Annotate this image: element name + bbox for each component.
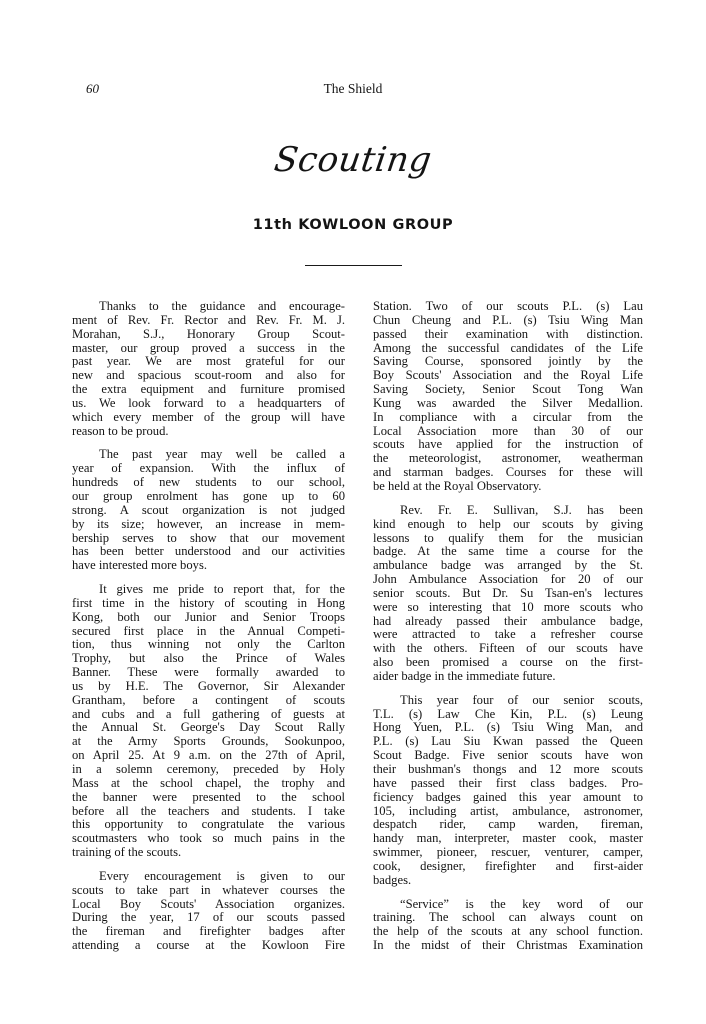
text-line: at the Army Sports Grounds, Sookunpoo, bbox=[72, 734, 345, 749]
text-line: have passed their first class badges. Pro- bbox=[373, 775, 643, 790]
paragraph bbox=[373, 898, 643, 953]
paragraph bbox=[72, 300, 345, 438]
text-line: Morahan, S.J., Honorary Group Scout- bbox=[72, 326, 345, 341]
text-line: were so interesting that 10 more scouts who bbox=[373, 599, 643, 614]
text-line: Local Boy Scouts' Association organizes. bbox=[72, 896, 345, 911]
text-line: the help of the scouts at any school function. bbox=[373, 924, 643, 939]
text-line: first time in the history of scouting in Hong bbox=[72, 595, 345, 610]
text-line: John Ambulance Association for 20 of our bbox=[373, 572, 643, 587]
text-line: Boy Scouts' Association and the Royal Life bbox=[373, 368, 643, 383]
text-line: Hong Yuen, P.L. (s) Tsiu Wing Man, and bbox=[373, 720, 643, 735]
text-line: scouts to take part in whatever courses the bbox=[72, 882, 345, 897]
text-line: has been better understood and our activities bbox=[72, 544, 345, 559]
right-column bbox=[373, 300, 643, 963]
text-line: ficiency badges gained this year amount to bbox=[373, 789, 643, 804]
text-line: with the others. Fifteen of our scouts have bbox=[373, 641, 643, 656]
text-line: scouts have applied for the instruction of bbox=[373, 437, 643, 452]
text-line: the fireman and firefighter badges after bbox=[72, 924, 345, 939]
text-line: the banner were presented to the school bbox=[72, 789, 345, 804]
text-line: in a solemn ceremony, preceded by Holy bbox=[72, 762, 345, 776]
text-line: and cubs and a full gathering of guests at bbox=[72, 706, 345, 721]
text-line: It gives me pride to report that, for the bbox=[99, 582, 345, 597]
text-line: ambulance badge was arranged by the St. bbox=[373, 558, 643, 573]
text-line: T.L. (s) Law Che Kin, P.L. (s) Leung bbox=[373, 706, 643, 721]
text-line: before all the teachers and students. I take bbox=[72, 803, 345, 818]
text-line: Trophy, but also the Prince of Wales bbox=[72, 651, 345, 666]
paragraph bbox=[72, 448, 345, 573]
text-line: ment of Rev. Fr. Rector and Rev. Fr. M. J. bbox=[72, 312, 345, 327]
text-line: badge. At the same time a course for the bbox=[373, 544, 643, 559]
text-line: reason to be proud. bbox=[72, 423, 169, 438]
text-line: Grantham, before a contingent of scouts bbox=[72, 692, 345, 707]
text-line: secured first place in the Annual Competi- bbox=[72, 623, 345, 638]
text-line: attending a course at the Kowloon Fire bbox=[72, 938, 345, 953]
text-line: despatch rider, camp warden, fireman, bbox=[373, 817, 643, 832]
text-line: the meteorologist, astronomer, weatherman bbox=[373, 451, 643, 466]
text-line: the Annual St. George's Day Scout Rally bbox=[72, 720, 345, 735]
text-line: on April 25. At 9 a.m. on the 27th of April, bbox=[72, 748, 345, 763]
text-line: this opportunity to congratulate the various bbox=[72, 817, 345, 832]
text-line: past year. We are most grateful for our bbox=[72, 354, 345, 369]
text-line: Banner. These were formally awarded to bbox=[72, 665, 345, 680]
text-line: Local Association more than 30 of our bbox=[373, 423, 643, 438]
paragraph bbox=[373, 300, 643, 494]
text-line: During the year, 17 of our scouts passed bbox=[72, 910, 345, 925]
text-line: Saving Society, Senior Scout Tong Wan bbox=[373, 382, 643, 397]
article-subtitle: 11th KOWLOON GROUP bbox=[252, 217, 454, 233]
text-line: aider badge in the immediate future. bbox=[373, 668, 556, 683]
text-line: new and spacious scout-room and also for bbox=[72, 368, 345, 383]
text-line: badges. bbox=[373, 872, 412, 887]
text-line: and starman badges. Courses for these will bbox=[373, 465, 643, 480]
paragraph bbox=[72, 870, 345, 953]
text-line: strong. A scout organization is not judged bbox=[72, 502, 345, 517]
text-line: This year four of our senior scouts, bbox=[400, 692, 643, 707]
text-line: master, our group proved a success in the bbox=[72, 340, 345, 355]
paragraph bbox=[72, 583, 345, 860]
article-title: Scouting bbox=[271, 140, 435, 180]
text-line: be held at the Royal Observatory. bbox=[373, 478, 542, 493]
text-line: their bushman's thongs and 12 more scouts bbox=[373, 762, 643, 776]
text-line: training. The school can always count on bbox=[373, 910, 643, 925]
text-line: have interested more boys. bbox=[72, 558, 207, 573]
page-number: 60 bbox=[86, 81, 99, 96]
text-line: P.L. (s) Lau Siu Kwan passed the Queen bbox=[373, 734, 643, 749]
text-line: Kung was awarded the Silver Medallion. bbox=[373, 395, 643, 410]
text-line: Every encouragement is given to our bbox=[99, 868, 345, 883]
running-head: The Shield bbox=[323, 81, 383, 96]
text-line: The past year may well be called a bbox=[99, 447, 345, 462]
text-line: lessons to qualify them for the musician bbox=[373, 530, 643, 545]
text-line: Saving Course, sponsored jointly by the bbox=[373, 354, 643, 369]
text-line: “Service” is the key word of our bbox=[400, 896, 643, 911]
text-line: Among the successful candidates of the Life bbox=[373, 340, 643, 355]
text-line: Thanks to the guidance and encourage- bbox=[99, 299, 345, 313]
text-line: senior scouts. But Dr. Su Tsan-en's lectures bbox=[373, 585, 643, 600]
text-line: cook, designer, firefighter and first-aider bbox=[373, 858, 643, 873]
text-line: Station. Two of our scouts P.L. (s) Lau bbox=[373, 299, 643, 313]
text-line: handy man, interpreter, master cook, master bbox=[373, 831, 643, 846]
text-line: our group enrolment has gone up to 60 bbox=[72, 488, 345, 503]
text-line: tion, thus winning not only the Carlton bbox=[72, 637, 345, 652]
text-line: swimmer, pioneer, rescuer, venturer, camper, bbox=[373, 845, 643, 860]
title-divider bbox=[305, 265, 402, 266]
text-line: Rev. Fr. E. Sullivan, S.J. has been bbox=[400, 502, 643, 517]
text-line: In compliance with a circular from the bbox=[373, 409, 643, 424]
text-line: also been promised a course on the first- bbox=[373, 655, 643, 670]
text-line: Kong, both our Junior and Senior Troops bbox=[72, 609, 345, 624]
text-line: Mass at the school chapel, the trophy and bbox=[72, 775, 345, 790]
text-line: hundreds of new students to our school, bbox=[72, 475, 345, 490]
text-line: the extra equipment and furniture promised bbox=[72, 382, 345, 397]
text-line: were attracted to take a refresher course bbox=[373, 627, 643, 642]
text-line: by its size; however, an increase in mem- bbox=[72, 516, 345, 531]
text-line: us by H.E. The Governor, Sir Alexander bbox=[72, 678, 345, 693]
text-line: Scout Badge. Five senior scouts have won bbox=[373, 748, 643, 763]
text-line: passed their examination with distinction. bbox=[373, 326, 643, 341]
text-line: which every member of the group will have bbox=[72, 409, 345, 424]
left-column bbox=[72, 300, 345, 963]
paragraph bbox=[373, 694, 643, 888]
text-line: In the midst of their Christmas Examination bbox=[373, 938, 643, 953]
text-line: 105, including artist, ambulance, astronomer, bbox=[373, 803, 643, 818]
text-line: kind enough to help our scouts by giving bbox=[373, 516, 643, 531]
text-line: us. We look forward to a headquarters of bbox=[72, 395, 345, 410]
text-line: had already passed their ambulance badge, bbox=[373, 613, 643, 628]
text-line: scoutmasters who took so much pains in the bbox=[72, 831, 345, 846]
text-line: year of expansion. With the influx of bbox=[72, 461, 345, 476]
paragraph bbox=[373, 504, 643, 684]
text-line: training of the scouts. bbox=[72, 845, 182, 860]
text-line: bership serves to show that our movement bbox=[72, 530, 345, 545]
text-line: Chun Cheung and P.L. (s) Tsiu Wing Man bbox=[373, 312, 643, 327]
